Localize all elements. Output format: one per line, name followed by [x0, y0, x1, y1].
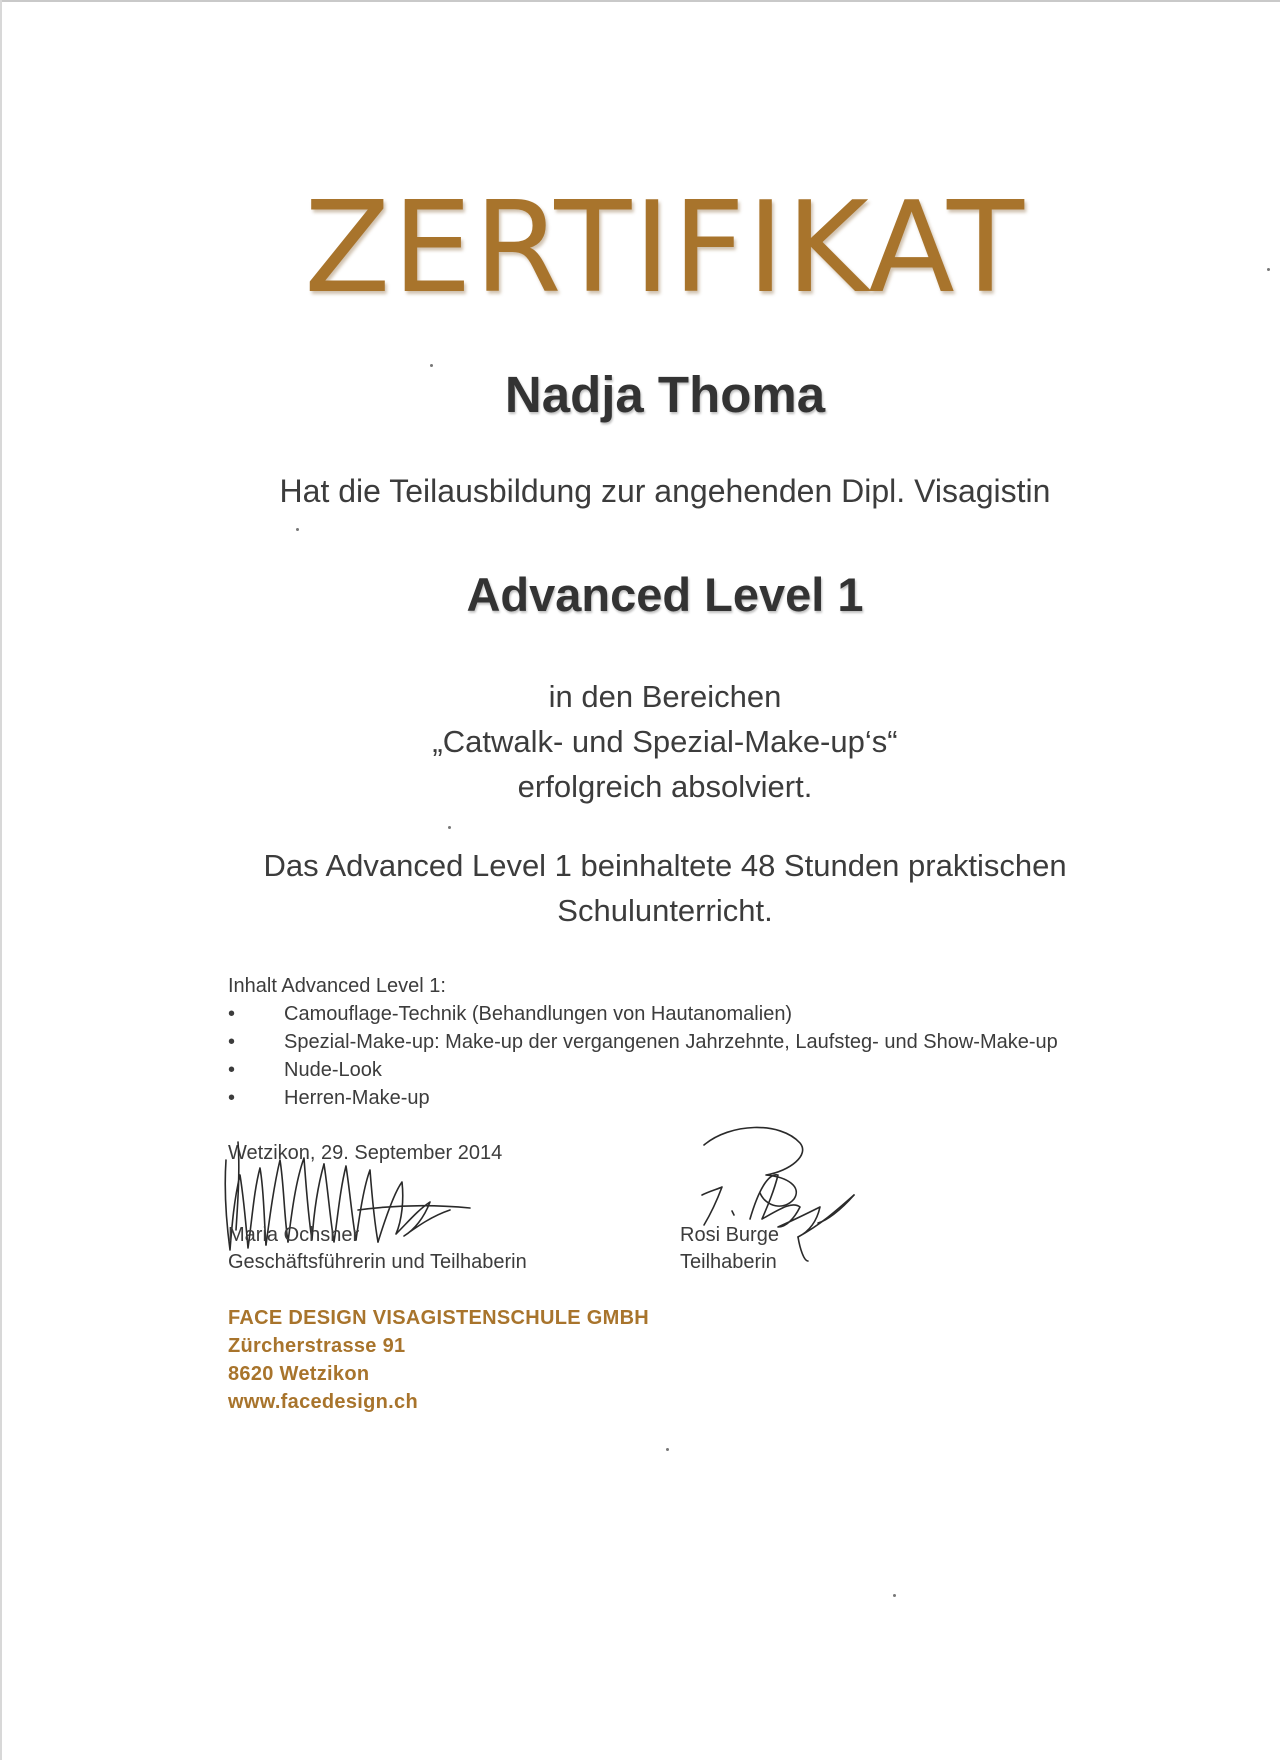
- company-street: Zürcherstrasse 91: [228, 1335, 406, 1357]
- scan-speck: [448, 826, 451, 829]
- company-website[interactable]: www.facedesign.ch: [228, 1391, 418, 1413]
- areas-line: „Catwalk- und Spezial-Make-up‘s“: [432, 724, 898, 759]
- content-block: [228, 972, 1058, 1112]
- company-name: FACE DESIGN VISAGISTENSCHULE GMBH: [228, 1307, 650, 1329]
- right-signatory-role: Teilhaberin: [680, 1251, 777, 1273]
- certificate-title: ZERTIFIKAT: [304, 174, 1026, 321]
- level-heading: Advanced Level 1: [466, 568, 864, 621]
- hours-line: Schulunterricht.: [557, 893, 773, 928]
- left-signatory-name: Maria Ochsner: [228, 1224, 360, 1246]
- bullet-icon: •: [228, 1031, 236, 1053]
- list-item: [228, 1000, 1058, 1028]
- list-item: [228, 1084, 1058, 1112]
- bullet-icon: •: [228, 1003, 236, 1025]
- list-item-label: Nude-Look: [284, 1059, 382, 1081]
- areas-text: [0, 674, 1280, 809]
- intro-text: Hat die Teilausbildung zur angehenden Dipl. Visagistin: [279, 473, 1051, 509]
- left-signatory: [228, 1222, 527, 1276]
- place-date: Wetzikon, 29. September 2014: [228, 1142, 503, 1164]
- scan-speck: [430, 364, 433, 367]
- list-item-label: Spezial-Make-up: Make-up der vergangenen Jahrzehnte, Laufsteg- und Show-Make-up: [284, 1031, 1058, 1053]
- list-item: [228, 1028, 1058, 1056]
- list-item-label: Herren-Make-up: [284, 1087, 430, 1109]
- right-signatory-name: Rosi Burge: [680, 1224, 779, 1246]
- bullet-icon: •: [228, 1087, 236, 1109]
- areas-line: in den Bereichen: [548, 679, 782, 714]
- list-item-label: Camouflage-Technik (Behandlungen von Hautanomalien): [284, 1003, 793, 1025]
- scan-speck: [666, 1448, 669, 1451]
- areas-line: erfolgreich absolviert.: [517, 769, 813, 804]
- content-list: [228, 1000, 1058, 1112]
- content-heading: Inhalt Advanced Level 1:: [228, 975, 446, 997]
- scan-speck: [296, 528, 299, 531]
- list-item: [228, 1056, 1058, 1084]
- bullet-icon: •: [228, 1059, 236, 1081]
- recipient-name: Nadja Thoma: [504, 366, 826, 423]
- hours-line: Das Advanced Level 1 beinhaltete 48 Stunden praktischen: [263, 848, 1067, 883]
- hours-text: [0, 843, 1280, 933]
- scan-speck: [1267, 268, 1270, 271]
- left-signatory-role: Geschäftsführerin und Teilhaberin: [228, 1251, 527, 1273]
- scan-speck: [893, 1594, 896, 1597]
- right-signatory: [680, 1222, 779, 1276]
- page-edge-top: [0, 0, 1280, 2]
- company-city: 8620 Wetzikon: [228, 1363, 370, 1385]
- company-address: [228, 1304, 649, 1416]
